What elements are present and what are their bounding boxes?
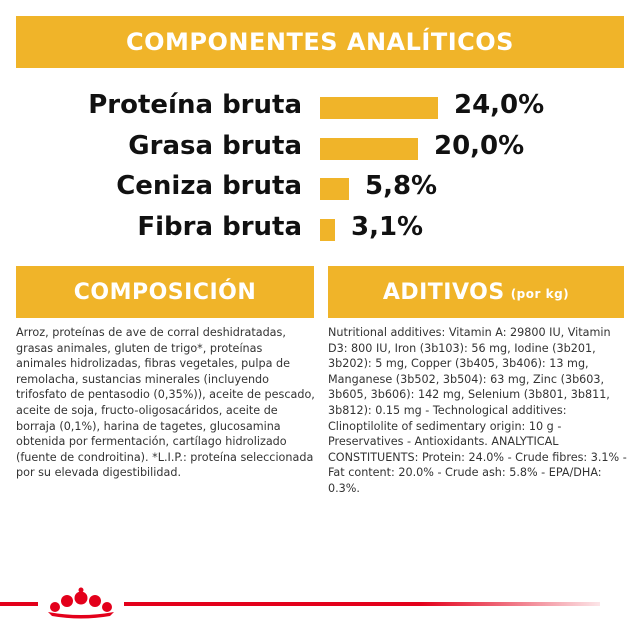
stat-value-ash: 5,8%	[365, 171, 438, 201]
royal-canin-crown-icon	[38, 586, 124, 620]
additives-text: Nutritional additives: Vitamin A: 29800 IU, Vitamin D3: 800 IU, Iron (3b103): 56 mg, Iodine (3b201, 3b202): 5 mg, Copper (3b405, 3b406): 13 mg, Manganese (3b502, 3b504): 63 mg, Zinc (3b603, 3b605, 3b606): 142 mg, Selenium (3b801, 3b811, 3b812): 0.15 mg - Technological additives: Clinoptilolite of sedimentary origin: 10 g - Preservatives - Antioxidants. ANALYTICAL CONSTITUENTS: Protein: 24.0% - Crude fibres: 3.1% - Fat content: 20.0% - Crude ash: 5.8% - EPA/DHA: 0.3%.	[328, 326, 627, 495]
stat-bar-fibre	[320, 219, 335, 241]
additives-banner	[328, 266, 624, 318]
composition-text: Arroz, proteínas de ave de corral deshidratadas, grasas animales, gluten de trigo*, proteínas animales hidrolizadas, fibras vegetales, pulpa de remolacha, sustancias minerales (incluyendo trifosfato de pentasodio (0,35%)), aceite de pescado, aceite de soja, fructo-oligosacáridos, aceite de borraja (0,1%), harina de tagetes, glucosamina obtenida por fermentación, cartílago hidrolizado (fuente de condroitina). *L.I.P.: proteína seleccionada por su elevada digestibilidad.	[16, 326, 315, 480]
stat-label-protein: Proteína bruta	[88, 90, 302, 120]
stat-bar-protein	[320, 97, 438, 119]
stat-label-fibre: Fibra bruta	[137, 212, 302, 242]
stat-value-protein: 24,0%	[454, 90, 545, 120]
stat-label-fat: Grasa bruta	[128, 131, 302, 161]
analytical-components-title: COMPONENTES ANALÍTICOS	[126, 28, 514, 56]
additives-title: ADITIVOS	[382, 279, 505, 305]
composition-banner	[16, 266, 314, 318]
composition-title: COMPOSICIÓN	[73, 279, 257, 305]
stat-label-ash: Ceniza bruta	[116, 171, 302, 201]
analytical-components-banner	[16, 16, 624, 68]
stat-bar-ash	[320, 178, 349, 200]
stat-value-fibre: 3,1%	[351, 212, 424, 242]
stat-value-fat: 20,0%	[434, 131, 525, 161]
additives-subtitle: (por kg)	[510, 287, 570, 301]
stat-bar-fat	[320, 138, 418, 160]
